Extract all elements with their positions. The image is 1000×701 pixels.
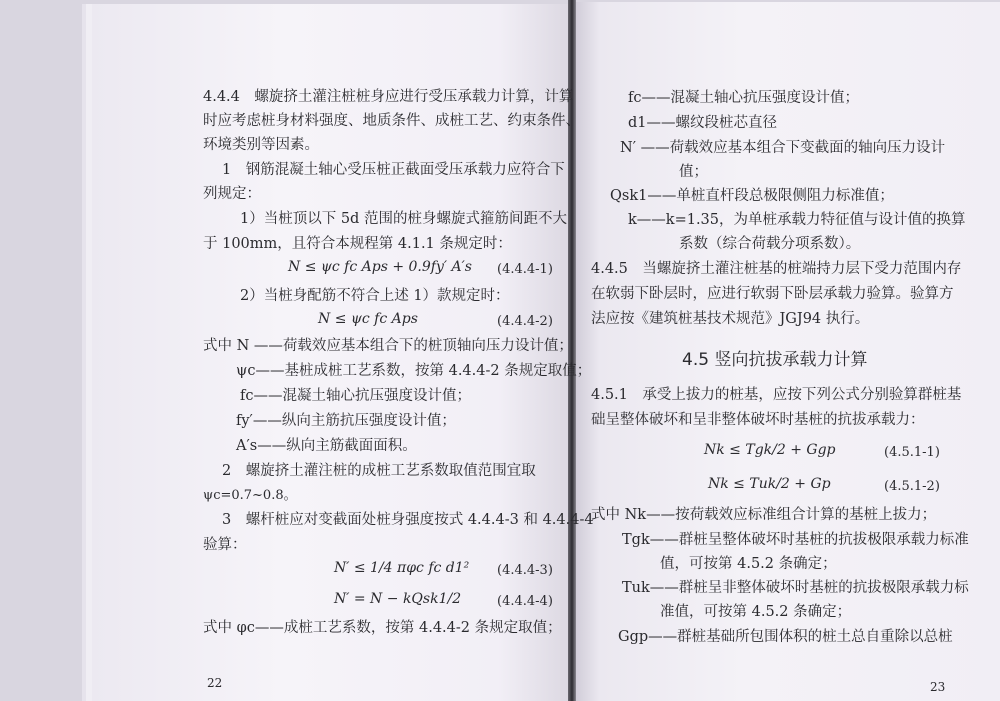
- page-number: 22: [207, 676, 223, 690]
- symbol-definition: fc——混凝土轴心抗压强度设计值；: [240, 388, 471, 404]
- symbol-definition: k——k=1.35，为单桩承载力特征值与设计值的换算: [628, 212, 966, 228]
- symbol-definition: 式中 Nk——按荷载效应标准组合计算的基桩上拔力；: [591, 507, 937, 523]
- symbol-definition: Tuk——群桩呈非整体破坏时基桩的抗拔极限承载力标: [622, 580, 969, 596]
- text-line: 2）当桩身配筋不符合上述 1）款规定时：: [240, 288, 510, 304]
- text-line: 3 螺杆桩应对变截面处桩身强度按式 4.4.4-3 和 4.4.4-4: [222, 512, 594, 528]
- equation-number: (4.4.4-1): [497, 262, 553, 277]
- symbol-definition: A′s——纵向主筋截面面积。: [236, 438, 417, 454]
- text-line: 准值，可按第 4.5.2 条确定；: [660, 604, 852, 620]
- text-line: 值；: [679, 164, 708, 180]
- text-line: 时应考虑桩身材料强度、地质条件、成桩工艺、约束条件、: [203, 113, 580, 129]
- text-line: 值，可按第 4.5.2 条确定；: [660, 556, 837, 572]
- symbol-definition: Tgk——群桩呈整体破坏时基桩的抗拔极限承载力标准: [622, 532, 969, 548]
- text-line: 在软弱下卧层时，应进行软弱下卧层承载力验算。验算方: [591, 286, 954, 302]
- symbol-definition: Qsk1——单桩直杆段总极限侧阻力标准值；: [610, 188, 894, 204]
- symbol-definition: 式中 φc——成桩工艺系数，按第 4.4.4-2 条规定取值；: [203, 620, 562, 636]
- symbol-definition: Ggp——群桩基础所包围体积的桩土总自重除以总桩: [618, 629, 953, 645]
- equation-number: (4.5.1-2): [884, 479, 940, 494]
- text-line: 环境类别等因素。: [203, 137, 319, 153]
- text-line: 4.4.4 螺旋挤土灌注桩桩身应进行受压承载力计算，计算: [203, 89, 574, 105]
- text-line: 验算：: [203, 537, 247, 553]
- text-line: ψc=0.7~0.8。: [203, 488, 297, 503]
- equation-number: (4.4.4-4): [497, 594, 553, 609]
- text-line: 法应按《建筑桩基技术规范》JGJ94 执行。: [591, 311, 870, 327]
- equation-number: (4.4.4-3): [497, 563, 553, 578]
- page-number: 23: [930, 680, 946, 694]
- text-line: 4.5.1 承受上拔力的桩基，应按下列公式分别验算群桩基: [591, 387, 962, 403]
- section-heading: 4.5 竖向抗拔承载力计算: [682, 350, 868, 370]
- equation-4-4-4-2: N ≤ ψc fc Aps: [318, 311, 418, 327]
- symbol-definition: N′ ——荷载效应基本组合下变截面的轴向压力设计: [620, 140, 946, 156]
- text-line: 于 100mm，且符合本规程第 4.1.1 条规定时：: [203, 236, 512, 252]
- text-line: 2 螺旋挤土灌注桩的成桩工艺系数取值范围宜取: [222, 463, 536, 479]
- text-line: 列规定：: [203, 186, 261, 202]
- symbol-definition: 式中 N ——荷载效应基本组合下的桩顶轴向压力设计值；: [203, 338, 573, 354]
- symbol-definition: ψc——基桩成桩工艺系数，按第 4.4.4-2 条规定取值；: [236, 363, 592, 379]
- symbol-definition: d1——螺纹段桩芯直径: [628, 115, 778, 131]
- equation-4-5-1-1: Nk ≤ Tgk/2 + Ggp: [704, 442, 836, 458]
- symbol-definition: fc——混凝土轴心抗压强度设计值；: [628, 90, 859, 106]
- text-line: 4.4.5 当螺旋挤土灌注桩基的桩端持力层下受力范围内存: [591, 261, 962, 277]
- text-line: 1）当桩顶以下 5d 范围的桩身螺旋式箍筋间距不大: [240, 211, 567, 227]
- equation-4-5-1-2: Nk ≤ Tuk/2 + Gp: [708, 476, 831, 492]
- equation-4-4-4-3: N′ ≤ 1/4 πφc fc d1²: [334, 560, 470, 576]
- equation-4-4-4-4: N′ = N − kQsk1/2: [334, 591, 462, 607]
- equation-number: (4.4.4-2): [497, 314, 553, 329]
- text-line: 础呈整体破坏和呈非整体破坏时基桩的抗拔承载力：: [591, 412, 925, 428]
- equation-number: (4.5.1-1): [884, 445, 940, 460]
- text-line: 1 钢筋混凝土轴心受压桩正截面受压承载力应符合下: [222, 162, 565, 178]
- equation-4-4-4-1: N ≤ ψc fc Aps + 0.9fy′ A′s: [288, 259, 472, 275]
- text-line: 系数（综合荷载分项系数）。: [679, 236, 861, 252]
- symbol-definition: fy′——纵向主筋抗压强度设计值；: [236, 413, 456, 429]
